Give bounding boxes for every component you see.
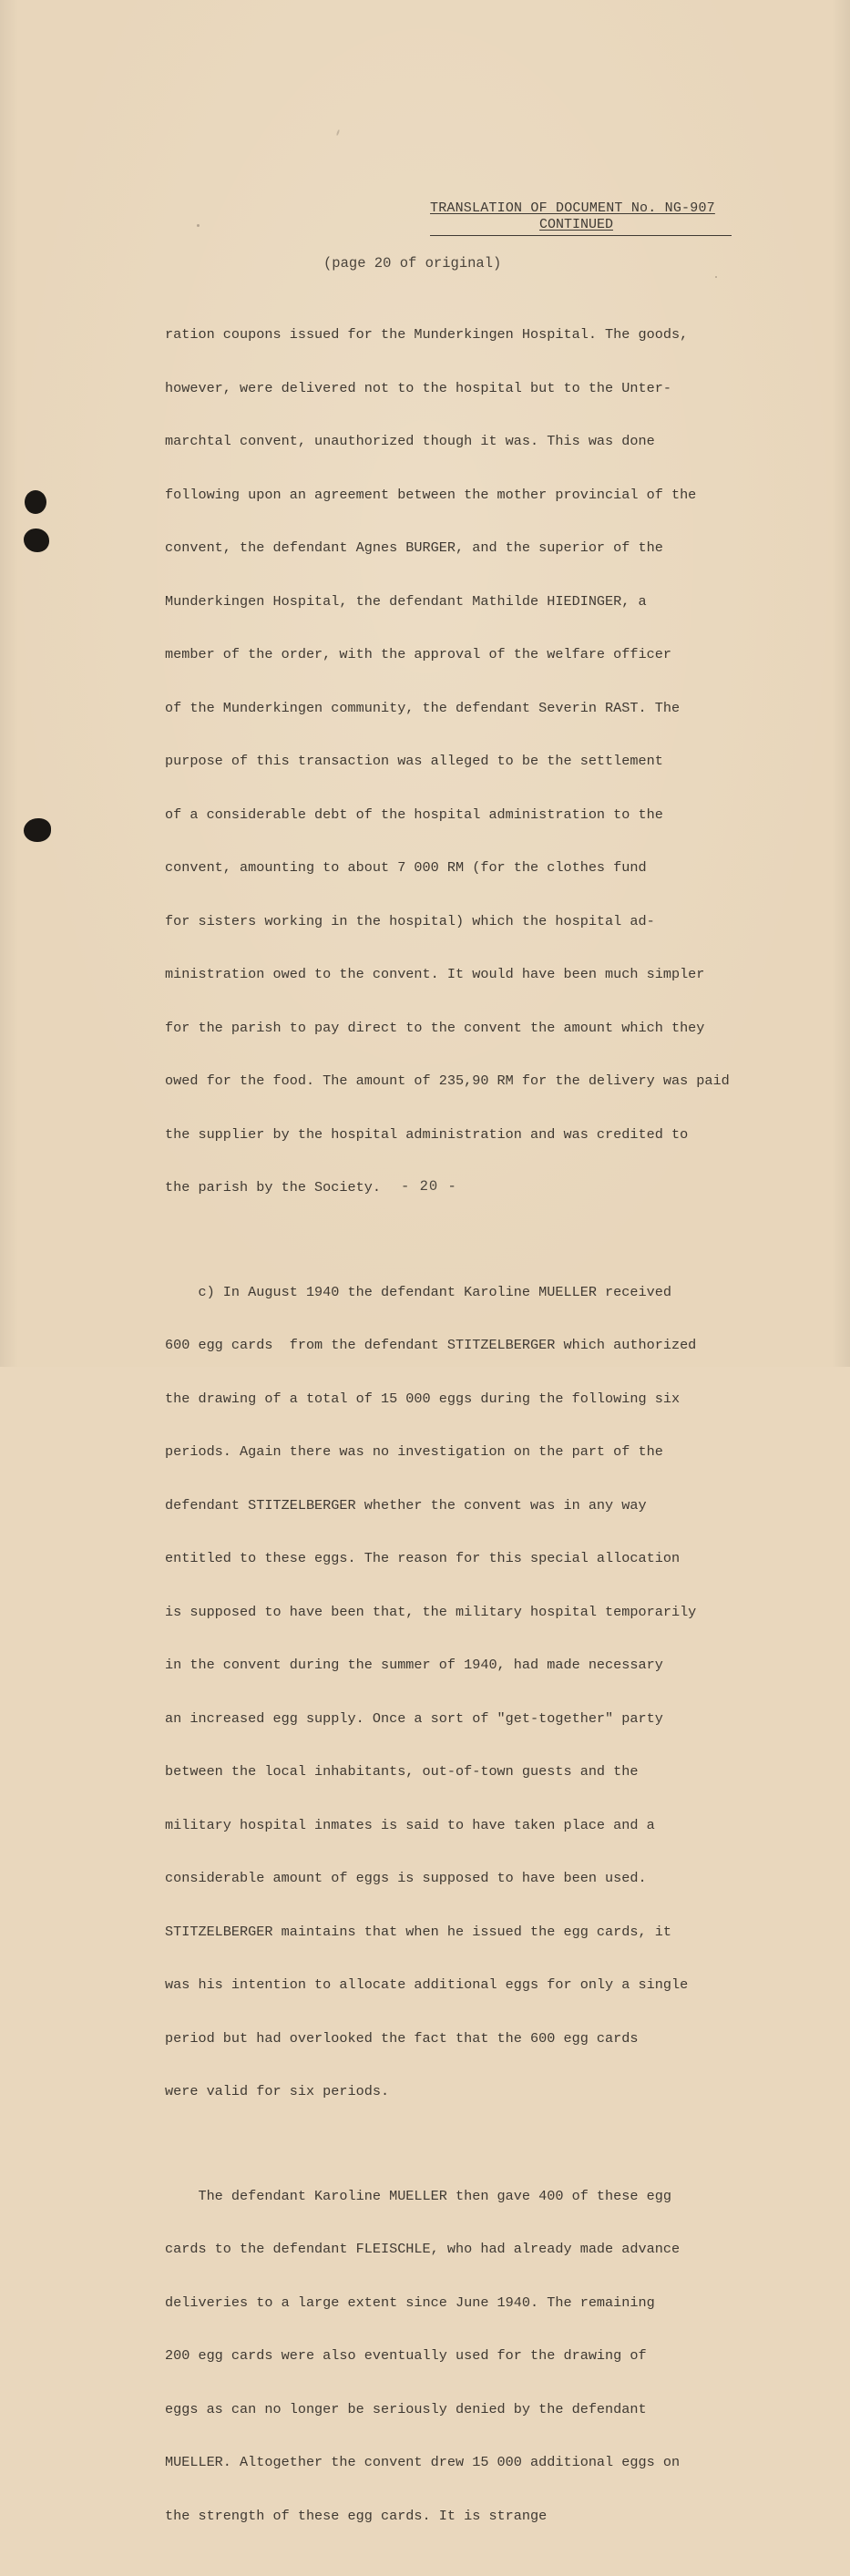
text-line: of a considerable debt of the hospital administration to the: [165, 806, 663, 823]
text-line: the parish by the Society.: [165, 1179, 381, 1196]
text-line: The defendant Karoline MUELLER then gave 400 of these egg: [165, 2187, 671, 2204]
page-number: - 20 -: [401, 1178, 457, 1195]
text-line: period but had overlooked the fact that the 600 egg cards: [165, 2029, 639, 2047]
paragraph-2: [165, 1248, 784, 2137]
text-line: convent, the defendant Agnes BURGER, and the superior of the: [165, 539, 663, 556]
text-line: the drawing of a total of 15 000 eggs during the following six: [165, 1390, 681, 1407]
paragraph-1: [165, 291, 784, 1233]
paper-speck: [336, 129, 340, 136]
punch-hole-icon: [25, 490, 46, 514]
text-line: 200 egg cards were also eventually used for the drawing of: [165, 2347, 647, 2364]
text-line: the strength of these egg cards. It is strange: [165, 2507, 548, 2524]
text-line: in the convent during the summer of 1940, had made necessary: [165, 1657, 663, 1673]
text-line: is supposed to have been that, the military hospital temporarily: [165, 1603, 697, 1620]
document-body: [165, 291, 784, 2576]
text-line: purpose of this transaction was alleged to be the settlement: [165, 753, 663, 769]
document-title: TRANSLATION OF DOCUMENT No. NG-907: [430, 200, 715, 216]
header-rule: [430, 235, 732, 236]
text-line: periods. Again there was no investigation on the part of the: [165, 1443, 663, 1460]
original-page-reference: (page 20 of original): [323, 255, 502, 272]
text-line: MUELLER. Altogether the convent drew 15 000 additional eggs on: [165, 2454, 681, 2470]
text-line: 600 egg cards from the defendant STITZELBERGER which authorized: [165, 1337, 697, 1353]
text-line: the supplier by the hospital administration and was credited to: [165, 1125, 689, 1143]
paragraph-3: [165, 2152, 784, 2561]
text-line: deliveries to a large extent since June 1940. The remaining: [165, 2294, 655, 2311]
punch-hole-icon: [24, 818, 51, 842]
paper-speck: [715, 276, 717, 278]
text-line: for the parish to pay direct to the convent the amount which they: [165, 1019, 705, 1036]
text-line: eggs as can no longer be seriously denied by the defendant: [165, 2400, 647, 2417]
text-line: cards to the defendant FLEISCHLE, who had already made advance: [165, 2241, 681, 2257]
text-line: c) In August 1940 the defendant Karoline MUELLER received: [165, 1283, 671, 1300]
text-line: member of the order, with the approval of the welfare officer: [165, 646, 671, 662]
text-line: entitled to these eggs. The reason for this special allocation: [165, 1550, 681, 1566]
text-line: convent, amounting to about 7 000 RM (for the clothes fund: [165, 859, 647, 876]
text-line: ministration owed to the convent. It would have been much simpler: [165, 966, 705, 982]
text-line: owed for the food. The amount of 235,90 RM for the delivery was paid: [165, 1072, 730, 1089]
text-line: marchtal convent, unauthorized though it was. This was done: [165, 433, 655, 449]
text-line: was his intention to allocate additional eggs for only a single: [165, 1976, 689, 1993]
document-subtitle: CONTINUED: [538, 217, 613, 232]
text-line: military hospital inmates is said to have taken place and a: [165, 1816, 655, 1833]
text-line: Munderkingen Hospital, the defendant Mathilde HIEDINGER, a: [165, 592, 647, 610]
text-line: defendant STITZELBERGER whether the convent was in any way: [165, 1496, 647, 1514]
text-line: were valid for six periods.: [165, 2083, 390, 2099]
text-line: considerable amount of eggs is supposed to have been used.: [165, 1870, 647, 1886]
text-line: for sisters working in the hospital) which the hospital ad-: [165, 912, 655, 929]
text-line: however, were delivered not to the hospital but to the Unter-: [165, 379, 671, 396]
text-line: STITZELBERGER maintains that when he issued the egg cards, it: [165, 1923, 671, 1940]
document-header: [430, 200, 732, 236]
text-line: an increased egg supply. Once a sort of "get-together" party: [165, 1709, 663, 1727]
text-line: following upon an agreement between the mother provincial of the: [165, 486, 697, 503]
paper-speck: [197, 224, 200, 227]
punch-hole-icon: [24, 529, 49, 552]
text-line: of the Munderkingen community, the defendant Severin RAST. The: [165, 699, 681, 716]
text-line: ration coupons issued for the Munderkingen Hospital. The goods,: [165, 326, 689, 343]
text-line: between the local inhabitants, out-of-town guests and the: [165, 1763, 639, 1780]
